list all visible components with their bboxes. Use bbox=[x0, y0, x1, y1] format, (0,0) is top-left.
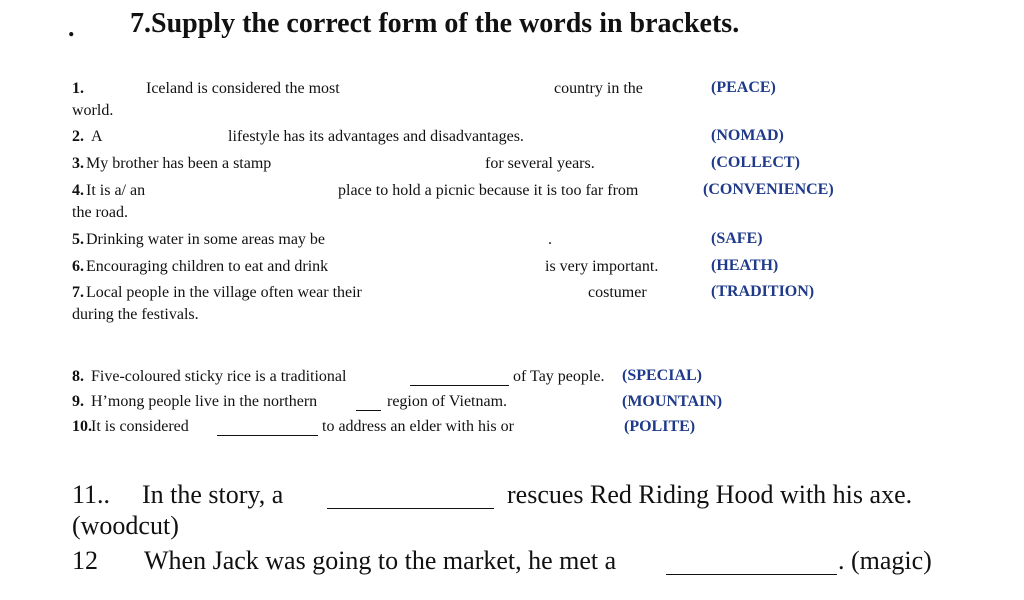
question-text: A bbox=[91, 128, 103, 145]
hint-word: (CONVENIENCE) bbox=[703, 181, 834, 198]
hint-word: (SAFE) bbox=[711, 230, 763, 247]
hint-word: (HEATH) bbox=[711, 257, 779, 274]
hint-word: (TRADITION) bbox=[711, 283, 815, 300]
question-text: My brother has been a stamp bbox=[86, 155, 272, 172]
question-text: . (magic) bbox=[838, 546, 932, 575]
question-text: Iceland is considered the most bbox=[146, 80, 340, 97]
question-number: 10. bbox=[72, 418, 92, 435]
question-text: lifestyle has its advantages and disadvantages. bbox=[228, 128, 524, 145]
question-text: for several years. bbox=[485, 155, 595, 172]
question-text: H’mong people live in the northern bbox=[91, 393, 318, 410]
question-number: 4. bbox=[72, 182, 84, 199]
question-text: It is considered bbox=[91, 418, 189, 435]
question-text-continued: (woodcut) bbox=[72, 511, 179, 540]
hint-word: (COLLECT) bbox=[711, 154, 800, 171]
exercise-title: 7.Supply the correct form of the words in brackets. bbox=[130, 8, 740, 39]
question-text-continued: during the festivals. bbox=[72, 306, 199, 323]
question-text: costumer bbox=[588, 284, 647, 301]
question-text: to address an elder with his or bbox=[322, 418, 514, 435]
question-number: 3. bbox=[72, 155, 84, 172]
question-text: of Tay people. bbox=[513, 368, 605, 385]
question-text: place to hold a picnic because it is too far from bbox=[338, 182, 639, 199]
question-text: Encouraging children to eat and drink bbox=[86, 258, 329, 275]
hint-word: (PEACE) bbox=[711, 79, 776, 96]
question-text: Five-coloured sticky rice is a traditional bbox=[91, 368, 347, 385]
hint-word: (POLITE) bbox=[624, 418, 696, 435]
question-text: rescues Red Riding Hood with his axe. bbox=[507, 480, 913, 509]
question-text: When Jack was going to the market, he met a bbox=[144, 546, 617, 575]
question-text: is very important. bbox=[545, 258, 659, 275]
hint-word: (MOUNTAIN) bbox=[622, 393, 723, 410]
question-number: 1. bbox=[72, 80, 84, 97]
hint-word: (SPECIAL) bbox=[622, 367, 703, 384]
question-number: 7. bbox=[72, 284, 84, 301]
question-number: 6. bbox=[72, 258, 84, 275]
question-text: In the story, a bbox=[142, 480, 284, 509]
question-text: Local people in the village often wear their bbox=[86, 284, 362, 301]
question-text-continued: the road. bbox=[72, 204, 128, 221]
question-number: 5. bbox=[72, 231, 84, 248]
question-number: 2. bbox=[72, 128, 84, 145]
question-text: It is a/ an bbox=[86, 182, 146, 199]
bullet-mark: . bbox=[68, 13, 75, 42]
question-number: 9. bbox=[72, 393, 84, 410]
answer-blank[interactable] bbox=[327, 480, 494, 509]
question-text: region of Vietnam. bbox=[387, 393, 508, 410]
question-number: 12 bbox=[72, 546, 98, 575]
question-text: . bbox=[548, 231, 552, 248]
question-text-continued: world. bbox=[72, 102, 114, 119]
question-number: 11.. bbox=[72, 480, 111, 509]
question-number: 8. bbox=[72, 368, 84, 385]
question-text: Drinking water in some areas may be bbox=[86, 231, 326, 248]
answer-blank[interactable] bbox=[666, 546, 837, 575]
answer-blank[interactable] bbox=[217, 417, 318, 436]
hint-word: (NOMAD) bbox=[711, 127, 784, 144]
question-text: country in the bbox=[554, 80, 643, 97]
answer-blank[interactable] bbox=[356, 392, 381, 411]
answer-blank[interactable] bbox=[410, 367, 509, 386]
